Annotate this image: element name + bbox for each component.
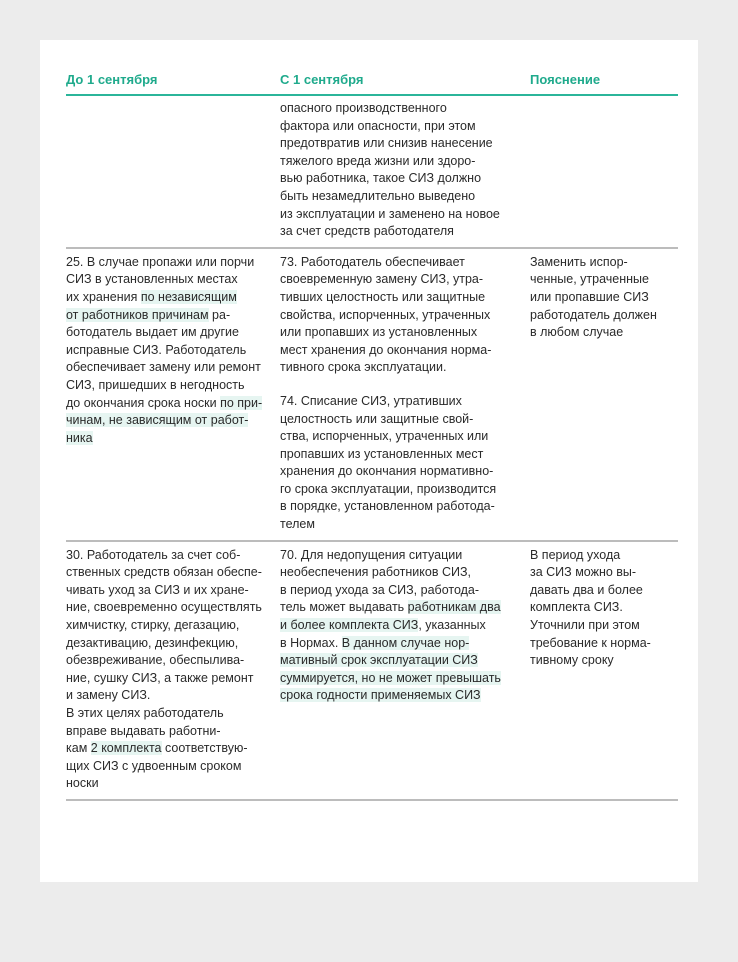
text: ра- ботодатель выдает им другие исправные СИЗ. Работодатель обеспечивает замену или ремонт СИЗ, пришедших в негодность до окончания срока носки bbox=[66, 307, 261, 410]
cell-before bbox=[66, 96, 280, 241]
text: соответствую- щих СИЗ с удвоенным сроком носки bbox=[66, 741, 248, 791]
cell-note bbox=[530, 96, 678, 241]
paragraph bbox=[530, 254, 670, 342]
paragraph bbox=[66, 254, 272, 448]
highlighted-text: по при- чинам, не зависящим от работ- ника bbox=[66, 395, 263, 445]
text: , указанных в Нормах. bbox=[280, 618, 486, 650]
cell-after bbox=[280, 249, 530, 534]
paragraph bbox=[66, 547, 272, 793]
highlighted-text: 2 комплекта bbox=[90, 741, 162, 756]
paragraph bbox=[280, 393, 522, 534]
highlighted-text: В данном случае нор- мативный срок эксплуатации СИЗ суммируется, но не может превышать срока годности применяемых СИЗ bbox=[280, 635, 501, 703]
header-after: С 1 сентября bbox=[280, 72, 364, 87]
cell-before bbox=[66, 249, 280, 534]
table-row bbox=[66, 249, 678, 542]
cell-after bbox=[280, 96, 530, 241]
paragraph bbox=[280, 100, 522, 241]
comparison-table bbox=[66, 70, 678, 801]
text: опасного производственного фактора или опасности, при этом предотвратив или снизив нанесение тяжелого вреда жизни или здоро- вью работника, такое СИЗ должно быть незамедлительно выведено из эксплуатации и заменено на новое за счет средств работодателя bbox=[280, 101, 500, 239]
table-row bbox=[66, 96, 678, 249]
text: 30. Работодатель за счет соб- ственных средств обязан обеспе- чивать уход за СИЗ и их хране- ние, своевременно осуществлять химчистку, стирку, дегазацию, дезактивацию, дезинфекцию, обезвреживание, обеспылива- ние, сушку СИЗ, а также ремонт и замену СИЗ. В этих целях работодатель вправе выдавать работни- кам bbox=[66, 547, 262, 756]
highlighted-text: работникам два и более комплекта СИЗ bbox=[280, 600, 501, 633]
text: 25. В случае пропажи или порчи СИЗ в установленных местах их хранения bbox=[66, 254, 255, 304]
cell-note bbox=[530, 249, 678, 534]
document-page bbox=[40, 40, 698, 882]
cell-after bbox=[280, 542, 530, 793]
highlighted-text: по независящим от работников причинам bbox=[66, 289, 237, 322]
text: 74. Списание СИЗ, утративших целостность или защитные свой- ства, испорченных, утраченных или пропавших из установленных мест хранения до окончания нормативно- го срока эксплуатации, производится в порядке, установленном работода- телем bbox=[280, 393, 497, 532]
text: 73. Работодатель обеспечивает своевременную замену СИЗ, утра- тивших целостность или защитные свойства, испорченных, утраченных или пропавших из установленных мест хранения до окончания норма- тивного срока эксплуатации. bbox=[280, 254, 492, 375]
text: 70. Для недопущения ситуации необеспечения работников СИЗ, в период ухода за СИЗ, работода- тель может выдавать bbox=[280, 547, 480, 615]
header-before: До 1 сентября bbox=[66, 72, 158, 87]
table-header bbox=[66, 70, 678, 96]
paragraph bbox=[280, 547, 522, 705]
cell-before bbox=[66, 542, 280, 793]
cell-note bbox=[530, 542, 678, 793]
header-note: Пояснение bbox=[530, 72, 601, 87]
text: В период ухода за СИЗ можно вы- давать два и более комплекта СИЗ. Уточнили при этом требование к норма- тивному сроку bbox=[530, 547, 651, 668]
text: Заменить испор- ченные, утраченные или пропавшие СИЗ работодатель должен в любом случае bbox=[530, 254, 657, 340]
table-row bbox=[66, 542, 678, 801]
paragraph bbox=[280, 254, 522, 377]
paragraph bbox=[530, 547, 670, 670]
